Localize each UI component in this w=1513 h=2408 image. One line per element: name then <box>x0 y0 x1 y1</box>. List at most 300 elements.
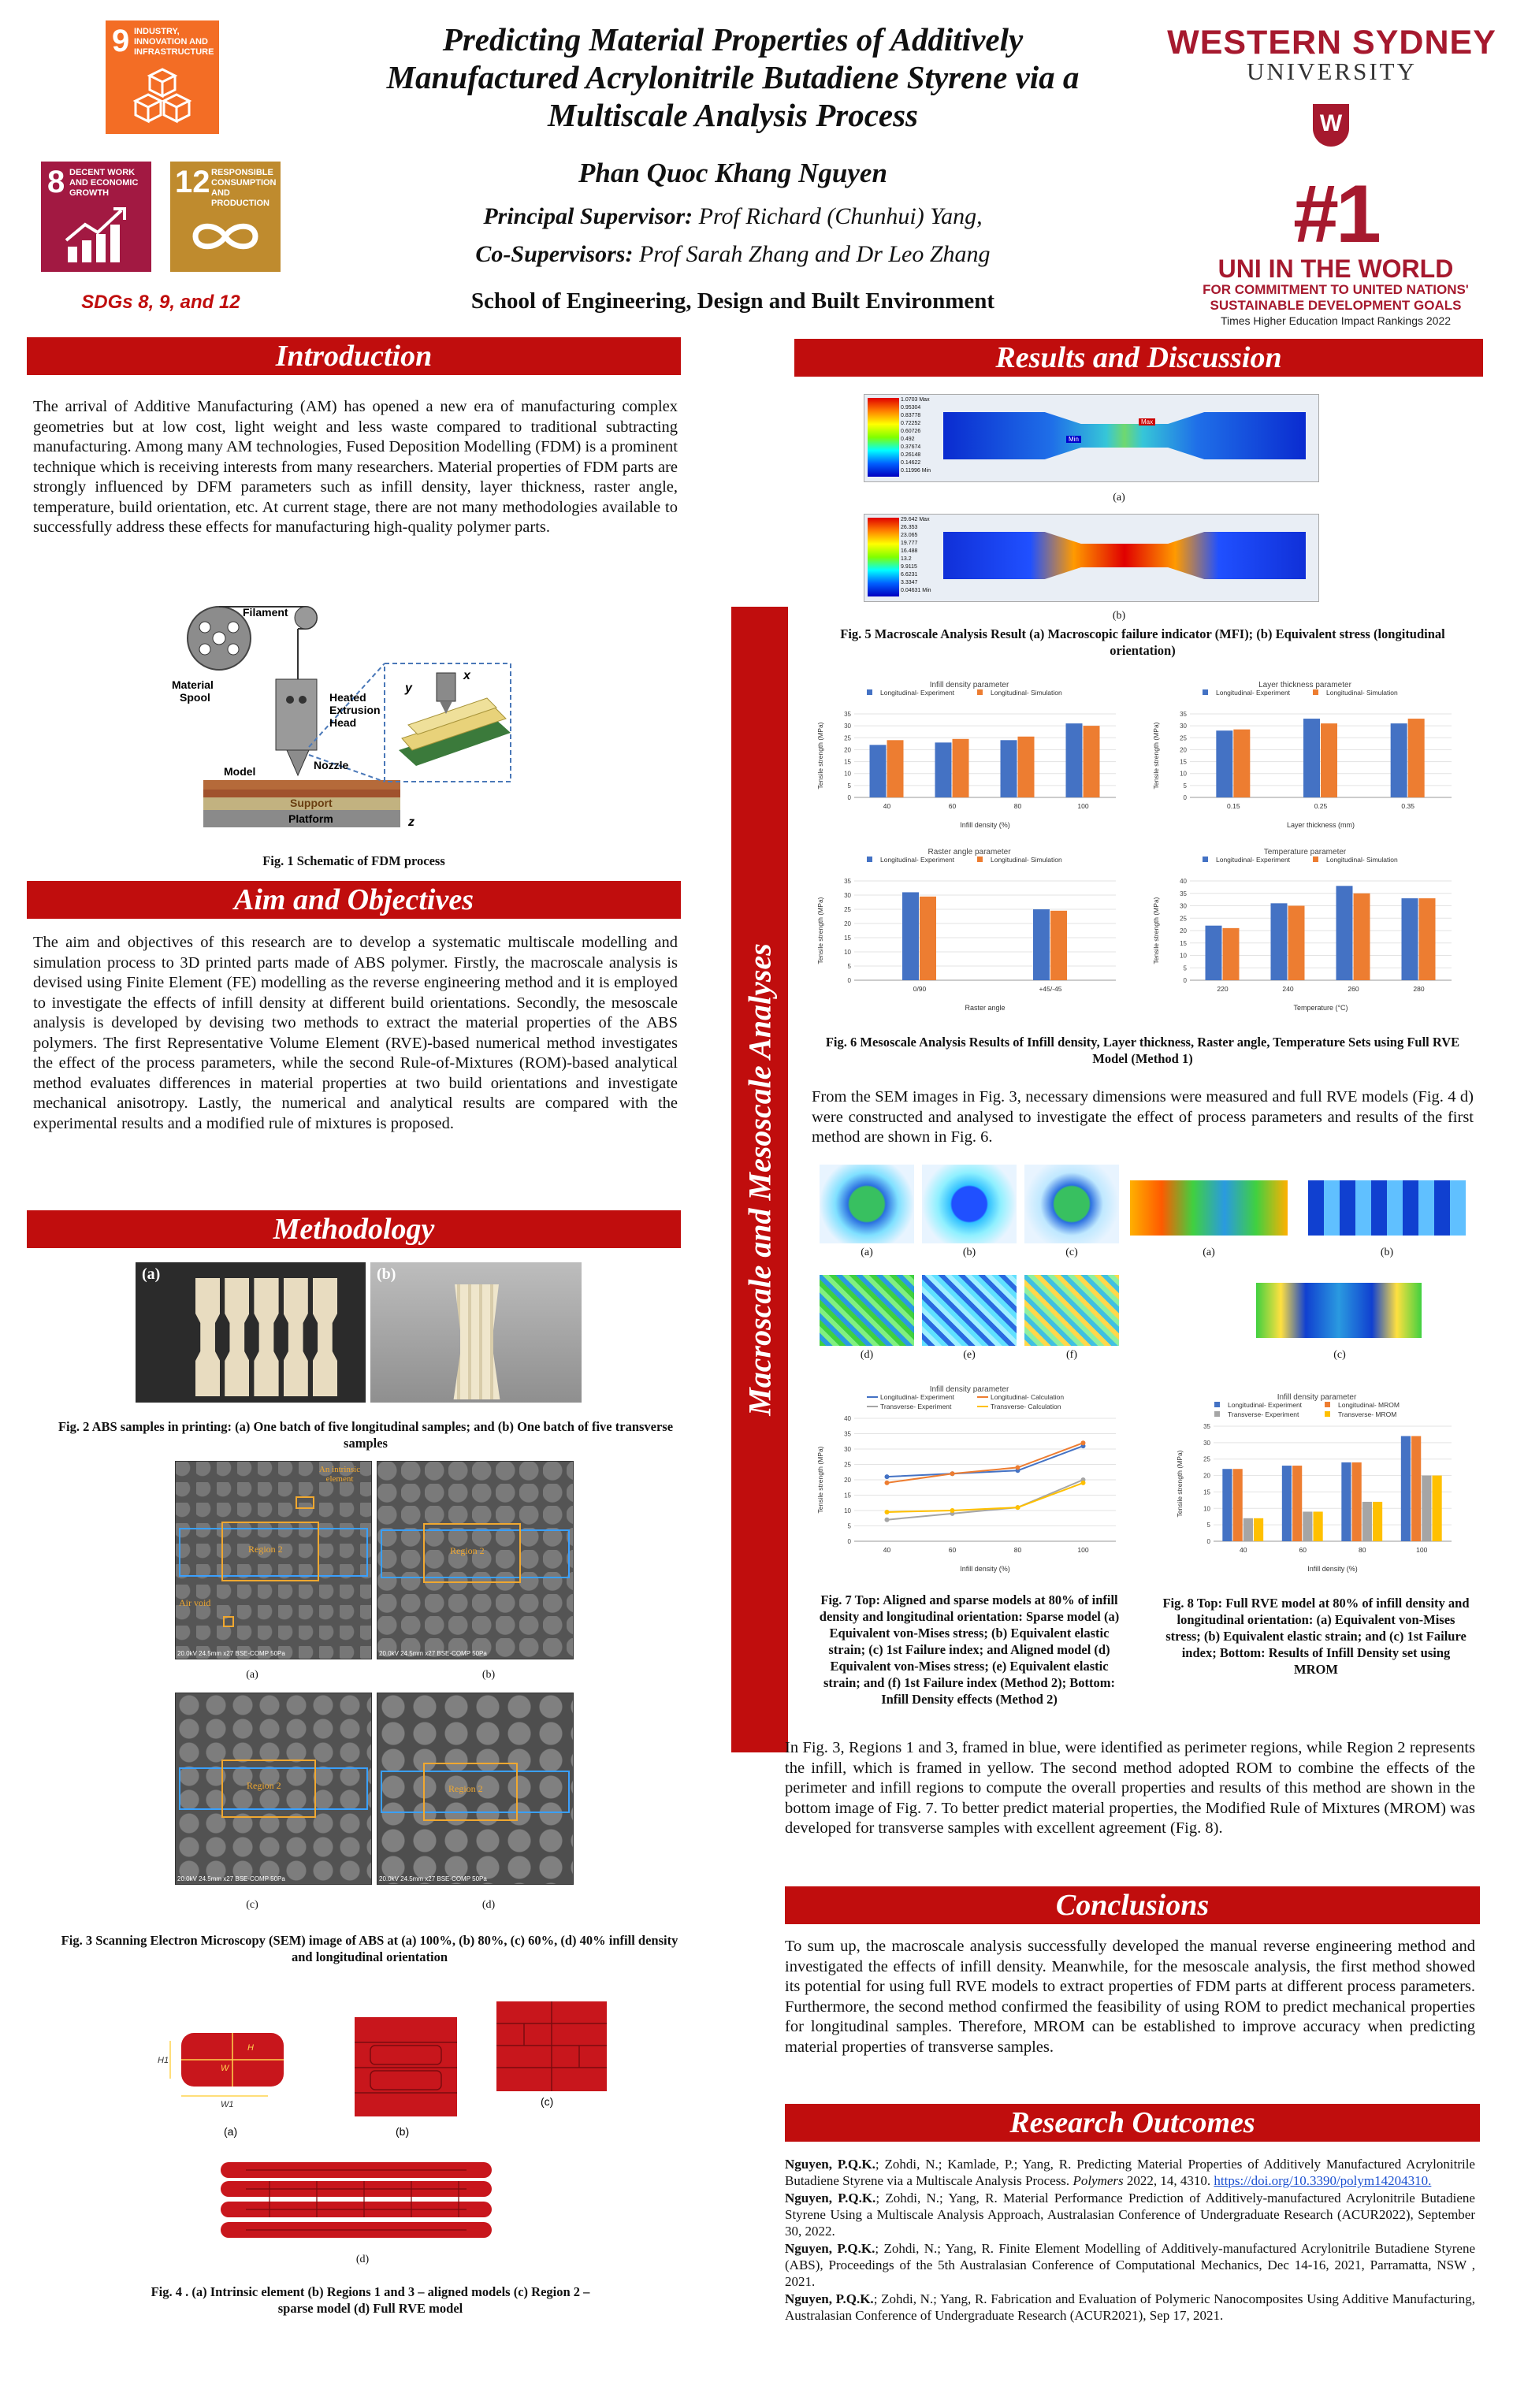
bar-0-0 <box>902 892 919 980</box>
legend-label-3: Transverse- MROM <box>1338 1410 1397 1418</box>
mfi-legend-value-3: 0.72252 <box>901 421 921 426</box>
x-tick-1: +45/-45 <box>1039 985 1062 993</box>
bar-0-3 <box>1401 1436 1411 1541</box>
x-axis-label: Raster angle <box>965 1004 1006 1012</box>
co-label: Co-Supervisors: <box>475 241 634 267</box>
outcome-1-author: Nguyen, P.Q.K. <box>785 2157 875 2172</box>
bar-3-0 <box>1254 1518 1263 1541</box>
legend-label-1: Longitudinal- MROM <box>1338 1401 1400 1409</box>
air-void-box <box>223 1616 234 1627</box>
outcome-4 <box>785 2291 1475 2324</box>
legend-swatch-1 <box>977 689 983 695</box>
y-tick-5: 5 <box>847 782 851 790</box>
legend-swatch-1 <box>977 857 983 862</box>
fig1-caption: Fig. 1 Schematic of FDM process <box>262 853 445 868</box>
x-tick-1: 240 <box>1282 985 1294 993</box>
x-tick-1: 60 <box>948 802 957 810</box>
fig4-caption <box>87 2284 654 2317</box>
chart-title: Infill density parameter <box>1277 1393 1357 1402</box>
y-tick-5: 5 <box>847 1522 851 1530</box>
mfi-legend-labels <box>901 396 931 475</box>
y-tick-30: 30 <box>1180 902 1187 910</box>
stress-legend-value-3: 19.777 <box>901 541 918 546</box>
bar-1-3 <box>1411 1436 1421 1541</box>
bar-1-0 <box>920 897 936 980</box>
school-name: School of Engineering, Design and Built Environment <box>470 288 995 314</box>
y-tick-30: 30 <box>844 892 851 899</box>
y-tick-10: 10 <box>844 1507 851 1514</box>
mfi-specimen <box>943 412 1306 459</box>
x-tick-1: 0.25 <box>1314 802 1328 810</box>
y-tick-30: 30 <box>1203 1439 1210 1447</box>
aligned-model <box>355 2017 457 2116</box>
y-tick-10: 10 <box>1180 770 1187 778</box>
bar-2-1 <box>1303 1511 1312 1541</box>
x-axis-label: Infill density (%) <box>1307 1565 1358 1573</box>
y-tick-35: 35 <box>844 711 851 718</box>
ranking-badge <box>1198 169 1474 328</box>
label-filament: Filament <box>243 606 288 619</box>
rve-strain-map <box>1308 1180 1466 1236</box>
fig3-label-a: (a) <box>246 1669 258 1681</box>
outcome-3-text: ; Zohdi, N.; Yang, R. Finite Element Modelling of Additively-manufactured Acrylonitrile Butadiene Styrene (ABS), Proceedings of the 5th Australasian Conference of Computational Mechanics, Dec 14-16, 2021, Parramatta, NSW , 2021. <box>785 2241 1475 2289</box>
fig6-caption: Fig. 6 Mesoscale Analysis Results of Infill density, Layer thickness, Raster angle, Temperature Sets using Full RVE Model (Method 1) <box>825 1035 1460 1066</box>
principal-label: Principal Supervisor: <box>483 203 693 229</box>
outcome-1 <box>785 2156 1475 2189</box>
y-tick-40: 40 <box>1180 878 1187 885</box>
poster-title <box>307 20 1158 134</box>
x-tick-0: 40 <box>883 802 891 810</box>
dim-h: H <box>247 2043 254 2053</box>
bar-3-1 <box>1313 1511 1322 1541</box>
legend-swatch-1 <box>1313 857 1318 862</box>
rve-failure-map <box>1256 1283 1422 1338</box>
y-tick-25: 25 <box>844 734 851 742</box>
fig5-label-a: (a) <box>1113 492 1125 504</box>
mfi-legend-value-8: 0.14622 <box>901 460 921 466</box>
y-tick-0: 0 <box>847 977 851 984</box>
label-model: Model <box>224 765 256 778</box>
co-names: Prof Sarah Zhang and Dr Leo Zhang <box>633 241 991 267</box>
x-tick-2: 0.35 <box>1401 802 1414 810</box>
legend-swatch-1 <box>1325 1402 1330 1407</box>
stress-legend-value-7: 6.6231 <box>901 572 918 578</box>
stress-specimen <box>943 532 1306 579</box>
sem-info-d: 20.0kV 24.5mm x27 BSE-COMP 50Pa <box>379 1875 487 1882</box>
outcome-1-volume: 2022, 14, 4310. <box>1123 2173 1211 2188</box>
y-tick-15: 15 <box>844 935 851 942</box>
x-axis-label: Infill density (%) <box>960 821 1010 829</box>
university-line-1: WESTERN SYDNEY <box>1167 24 1496 61</box>
x-tick-1: 60 <box>1299 1546 1307 1554</box>
chart-title: Layer thickness parameter <box>1258 681 1351 689</box>
y-tick-10: 10 <box>1203 1505 1210 1513</box>
rank-line: UNI IN THE WORLD <box>1217 255 1454 283</box>
sdg9-text: INDUSTRY, INNOVATION AND INFRASTRUCTURE <box>134 27 214 57</box>
co-supervisors <box>307 241 1158 268</box>
series-line-0 <box>887 1446 1084 1477</box>
fig3-label-d: (d) <box>481 1899 496 1911</box>
fig4-caption-line-1: Fig. 4 . (a) Intrinsic element (b) Regions 1 and 3 – aligned models (c) Region 2 – <box>151 2284 590 2299</box>
methodology-heading: Methodology <box>27 1210 681 1248</box>
ranking-source: Times Higher Education Impact Rankings 2022 <box>1220 314 1452 327</box>
outcome-2-text: ; Zohdi, N.; Yang, R. Material Performance Prediction of Additively-manufactured Acrylonitrile Butadiene Styrene Using a Multiscale Analysis Approach, Australasian Conference of Undergraduate Research (ACUR2022), September 30, 2022. <box>785 2191 1475 2239</box>
x-tick-0: 0/90 <box>913 985 927 993</box>
commit-line-2: SUSTAINABLE DEVELOPMENT GOALS <box>1210 298 1462 313</box>
y-tick-35: 35 <box>844 878 851 885</box>
x-tick-3: 100 <box>1077 802 1089 810</box>
mfi-max-tag: Max <box>1139 418 1155 425</box>
cubes-icon <box>131 65 194 128</box>
photo-longitudinal-samples <box>136 1262 366 1403</box>
bar-0-1 <box>1303 719 1320 797</box>
legend-swatch-0 <box>867 689 872 695</box>
legend-label-0: Longitudinal- Experiment <box>1216 856 1291 864</box>
x-axis-label: Infill density (%) <box>960 1565 1010 1573</box>
sparse-strain-map <box>922 1165 1017 1243</box>
dim-w1: W1 <box>221 2100 234 2109</box>
y-tick-10: 10 <box>844 770 851 778</box>
dogbone-samples <box>195 1278 337 1396</box>
axis-y-label: y <box>405 682 412 695</box>
fig7-label-b: (b) <box>962 1247 976 1258</box>
sparse-stress-map <box>820 1165 914 1243</box>
region2-label-c: Region 2 <box>247 1780 281 1791</box>
fig5-caption: Fig. 5 Macroscale Analysis Result (a) Macroscopic failure indicator (MFI); (b) Equivalent stress (longitudinal orientation) <box>840 626 1445 658</box>
bar-0-2 <box>1001 740 1017 797</box>
outcomes-list <box>785 2156 1475 2324</box>
x-tick-3: 280 <box>1413 985 1425 993</box>
stress-legend-labels <box>901 516 931 595</box>
bar-0-1 <box>1271 903 1288 980</box>
y-axis-label: Tensile strength (MPa) <box>816 1446 824 1514</box>
sem-image-40 <box>377 1693 574 1885</box>
bar-0-1 <box>1033 909 1050 980</box>
university-name <box>1166 24 1497 86</box>
y-tick-20: 20 <box>844 920 851 927</box>
rank-number: #1 <box>1293 169 1378 260</box>
sdg12-text: RESPONSIBLE CONSUMPTION AND PRODUCTION <box>211 168 277 208</box>
bar-1-1 <box>1050 911 1067 980</box>
sparse-failure-map <box>1024 1165 1119 1243</box>
stress-legend-value-4: 16.488 <box>901 548 918 554</box>
bar-1-1 <box>1292 1466 1302 1541</box>
fig7-label-e: (e) <box>963 1349 976 1361</box>
y-tick-25: 25 <box>1180 734 1187 742</box>
chart-method2-infill <box>812 1381 1127 1577</box>
outcome-1-journal: Polymers <box>1072 2173 1124 2188</box>
legend-swatch-3 <box>1325 1411 1330 1417</box>
y-tick-30: 30 <box>844 1446 851 1453</box>
y-tick-10: 10 <box>844 949 851 956</box>
point-3-0 <box>885 1510 890 1514</box>
infinity-icon <box>188 217 263 256</box>
chart-layer-thickness <box>1147 676 1463 834</box>
introduction-heading: Introduction <box>27 337 681 375</box>
bar-1-1 <box>1321 723 1337 797</box>
legend-label-1: Longitudinal- Simulation <box>991 856 1062 864</box>
title-line-2: Manufactured Acrylonitrile Butadiene Styrene via a <box>386 59 1080 95</box>
x-tick-2: 260 <box>1348 985 1359 993</box>
y-tick-15: 15 <box>1180 758 1187 766</box>
bar-1-0 <box>1233 1469 1243 1541</box>
y-axis-label: Tensile strength (MPa) <box>816 897 824 964</box>
y-tick-0: 0 <box>1206 1538 1210 1545</box>
vertical-banner <box>731 607 788 1752</box>
outcome-4-text: ; Zohdi, N.; Yang, R. Fabrication and Evaluation of Polymeric Nanocomposites Using Additive Manufacturing, Australasian Conference of Undergraduate Research (ACUR2021), Sep 17, 2021. <box>785 2291 1475 2323</box>
stress-contour <box>864 514 1319 602</box>
bar-0-2 <box>1336 886 1353 980</box>
legend-label-0: Longitudinal- Experiment <box>1228 1401 1303 1409</box>
outcome-4-author: Nguyen, P.Q.K. <box>785 2291 874 2306</box>
bar-1-3 <box>1419 898 1436 980</box>
point-1-1 <box>950 1471 955 1476</box>
chart-title: Infill density parameter <box>929 681 1009 689</box>
region2-label-d: Region 2 <box>448 1783 483 1794</box>
point-1-0 <box>885 1481 890 1485</box>
fig4-label-c: (c) <box>541 2095 554 2108</box>
aligned-stress-map <box>820 1275 914 1346</box>
outcome-3-author: Nguyen, P.Q.K. <box>785 2241 875 2256</box>
fig8-caption: Fig. 8 Top: Full RVE model at 80% of infill density and longitudinal orientation: (a) Equivalent von-Mises stress; (b) Equivalent elastic strain; and (c) 1st Failure index; Bottom: Results of Infill Density set using MROM <box>1162 1596 1470 1677</box>
region2-label-b: Region 2 <box>450 1545 485 1556</box>
fdm-schematic <box>172 600 526 837</box>
sdg8-number: 8 <box>47 165 65 199</box>
fig4-label-d: (d) <box>355 2254 370 2265</box>
legend-label-0: Longitudinal- Experiment <box>880 1393 955 1401</box>
aligned-failure-map <box>1024 1275 1119 1346</box>
outcome-1-doi-link[interactable]: https://doi.org/10.3390/polym14204310. <box>1214 2173 1432 2188</box>
y-axis-label: Tensile strength (MPa) <box>1152 722 1160 790</box>
label-support: Support <box>290 797 333 809</box>
fig3-caption: Fig. 3 Scanning Electron Microscopy (SEM) image of ABS at (a) 100%, (b) 80%, (c) 60%, (d) 40% infill density and longitudinal orientation <box>61 1933 678 1964</box>
y-tick-30: 30 <box>844 723 851 730</box>
y-tick-0: 0 <box>1183 794 1187 801</box>
y-tick-35: 35 <box>1180 711 1187 718</box>
label-spool: Material Spool <box>172 678 214 704</box>
y-tick-0: 0 <box>847 794 851 801</box>
mfi-legend-value-9: 0.11996 Min <box>901 468 931 474</box>
principal-supervisor <box>307 203 1158 230</box>
bar-3-2 <box>1373 1502 1382 1541</box>
bar-3-3 <box>1432 1476 1441 1541</box>
label-heated-head: Heated Extrusion Head <box>329 691 381 729</box>
university-line-2: UNIVERSITY <box>1247 58 1417 85</box>
sdg-caption: SDGs 8, 9, and 12 <box>81 292 240 313</box>
x-tick-0: 220 <box>1217 985 1229 993</box>
fig7-label-d: (d) <box>860 1349 874 1361</box>
mfi-legend-value-5: 0.492 <box>901 437 915 442</box>
crest-letter: W <box>1319 110 1343 136</box>
bar-0-3 <box>1066 723 1083 797</box>
sem-image-100 <box>175 1461 372 1659</box>
bar-2-2 <box>1362 1502 1372 1541</box>
x-tick-1: 60 <box>948 1546 957 1554</box>
fig2-label-b: (b) <box>377 1265 396 1283</box>
point-3-1 <box>950 1508 955 1513</box>
outcome-2 <box>785 2190 1475 2239</box>
introduction-text: The arrival of Additive Manufacturing (AM) has opened a new era of manufacturing complex geometries but at low cost, light weight and less waste compared to traditional subtracting manufacturing. Among many AM technologies, Fused Deposition Modelling (FDM) is a prominent technique which is receiving interests from many researchers. Material properties of FDM parts are strongly influenced by DFM parameters such as infill density, layer thickness, raster angle, temperature, build orientation, etc. At current stage, there are not many methodologies available to successfully address these effects for manufacturing high-quality polymer parts. <box>33 398 678 536</box>
legend-label-0: Longitudinal- Experiment <box>880 689 955 697</box>
legend-label-2: Transverse- Experiment <box>880 1403 952 1410</box>
stress-legend-value-5: 13.2 <box>901 556 912 562</box>
fig7-label-c: (c) <box>1065 1247 1078 1258</box>
commit-line-1: FOR COMMITMENT TO UNITED NATIONS' <box>1203 282 1469 297</box>
x-tick-0: 40 <box>883 1546 891 1554</box>
bar-1-0 <box>1233 730 1250 797</box>
y-tick-30: 30 <box>1180 723 1187 730</box>
fig2-caption: Fig. 2 ABS samples in printing: (a) One batch of five longitudinal samples; and (b) One batch of five transverse samples <box>58 1419 674 1451</box>
mfi-min-tag: Min <box>1066 436 1081 443</box>
aligned-strain-map <box>922 1275 1017 1346</box>
y-tick-5: 5 <box>1183 782 1187 790</box>
legend-label-2: Transverse- Experiment <box>1228 1410 1299 1418</box>
conclusions-text: To sum up, the macroscale analysis successfully developed the manual reverse engineering method and investigated the effects of infill density. Meanwhile, for the mesoscale analysis, the first method showed its potential for using full RVE models to extract properties of FDM parts at different process parameters. Furthermore, the second method confirmed the feasibility of using ROM to predict mechanical properties for longitudinal samples. Therefore, MROM can be established to improve accuracy when predicting material properties of transverse samples. <box>785 1938 1475 2056</box>
mfi-legend-value-7: 0.26148 <box>901 452 921 458</box>
y-tick-20: 20 <box>844 746 851 754</box>
mfi-contour <box>864 394 1319 482</box>
label-platform: Platform <box>288 812 333 825</box>
fig7-label-a: (a) <box>861 1247 873 1258</box>
results-heading: Results and Discussion <box>794 339 1483 377</box>
stress-legend-value-2: 23.065 <box>901 533 918 538</box>
stress-legend-value-9: 0.04631 Min <box>901 588 931 593</box>
y-axis-label: Tensile strength (MPa) <box>1152 897 1160 964</box>
sem-image-80 <box>377 1461 574 1659</box>
intrinsic-element-box <box>296 1496 314 1509</box>
dim-h1: H1 <box>158 2056 169 2065</box>
bar-0-3 <box>1402 898 1418 980</box>
sdg8-text: DECENT WORK AND ECONOMIC GROWTH <box>69 168 139 198</box>
fig2-label-a: (a) <box>142 1265 161 1283</box>
y-tick-5: 5 <box>1183 964 1187 972</box>
y-tick-25: 25 <box>1203 1455 1210 1463</box>
conclusions-heading: Conclusions <box>785 1886 1480 1924</box>
sdg9-tile <box>106 20 219 134</box>
fig7-label-f: (f) <box>1066 1349 1077 1361</box>
legend-label-1: Longitudinal- Simulation <box>1326 856 1398 864</box>
legend-swatch-0 <box>867 857 872 862</box>
y-tick-15: 15 <box>844 758 851 766</box>
point-0-0 <box>885 1474 890 1479</box>
legend-label-1: Longitudinal- Simulation <box>991 689 1062 697</box>
university-crest <box>1313 104 1349 147</box>
mfi-legend-value-4: 0.60726 <box>901 429 921 434</box>
stress-legend <box>868 518 899 596</box>
aim-text: The aim and objectives of this research are to develop a systematic multiscale modelling and simulation process to 3D printed parts made of ABS polymer. Firstly, the macroscale analysis is devised using Finite Element (FE) modelling as the reverse engineering method and it is employed to investigate the effects of infill density at different build orientations. Secondly, the mesoscale analysis is developed by devising two methods to extract the material properties of the ABS polymers. The first Representative Volume Element (RVE)-based numerical method investigates the effect of the process parameters, while the second Rule-of-Mixtures (ROM)-based analytical method evaluates differences in material properties at two build orientations and investigate mechanical anisotropy. Lastly, the numerical and analytical results are compared with the experimental results and a modified rule of mixtures is proposed. <box>33 934 678 1132</box>
legend-label-1: Longitudinal- Simulation <box>1326 689 1398 697</box>
y-axis-label: Tensile strength (MPa) <box>1176 1450 1184 1518</box>
mfi-legend-value-2: 0.83778 <box>901 413 921 418</box>
x-axis-label: Layer thickness (mm) <box>1286 821 1355 829</box>
bar-0-1 <box>1282 1466 1292 1541</box>
fig5-label-b: (b) <box>1112 610 1126 622</box>
y-tick-10: 10 <box>1180 952 1187 960</box>
chart-infill-density <box>812 676 1127 834</box>
stress-legend-value-0: 29.642 Max <box>901 517 930 522</box>
y-tick-0: 0 <box>1183 977 1187 984</box>
vertical-banner-text: Macroscale and Mesoscale Analyses <box>742 943 778 1416</box>
fig4-drawings <box>142 1986 630 2143</box>
bar-2-3 <box>1422 1476 1431 1541</box>
x-tick-3: 100 <box>1077 1546 1089 1554</box>
outcome-1-text: ; Zohdi, N.; Kamlade, P.; Yang, R. Predicting Material Properties of Additively Manufactured Acrylonitrile Butadiene Styrene via a Multiscale Analysis Process. <box>785 2157 1475 2188</box>
fig3-label-c: (c) <box>246 1899 258 1911</box>
fig8-label-b: (b) <box>1380 1247 1394 1258</box>
bar-0-0 <box>870 745 887 797</box>
stress-legend-value-6: 9.9115 <box>901 564 917 570</box>
x-tick-0: 0.15 <box>1227 802 1240 810</box>
mfi-legend-value-1: 0.95304 <box>901 405 921 411</box>
axis-x-label: x <box>463 669 470 682</box>
x-tick-0: 40 <box>1240 1546 1247 1554</box>
bar-0-0 <box>1206 926 1222 980</box>
chart-title: Raster angle parameter <box>928 848 1011 857</box>
series-line-3 <box>887 1483 1084 1512</box>
y-tick-35: 35 <box>1203 1423 1210 1430</box>
sdg9-number: 9 <box>112 24 130 58</box>
fig8-label-a: (a) <box>1203 1247 1215 1258</box>
y-tick-5: 5 <box>847 963 851 970</box>
fig7-caption: Fig. 7 Top: Aligned and sparse models at 80% of infill density and longitudinal orientation: Sparse model (a) Equivalent von-Mises stress; (b) Equivalent elastic strain; (c) 1st Failure index; and Aligned model (d) Equivalent von-Mises stress; (e) Equivalent elastic strain; and (f) 1st Failure index (Method 2); Bottom: Infill Density effects (Method 2) <box>819 1592 1120 1707</box>
sparse-model <box>496 2001 607 2091</box>
fig4-caption-line-2: sparse model (d) Full RVE model <box>277 2301 463 2316</box>
mfi-legend <box>868 398 899 477</box>
y-tick-20: 20 <box>1203 1472 1210 1480</box>
fig8-thumbnails <box>1130 1165 1474 1369</box>
y-tick-20: 20 <box>844 1477 851 1484</box>
title-line-1: Predicting Material Properties of Additively <box>442 21 1024 58</box>
bar-1-2 <box>1352 1462 1362 1541</box>
y-tick-25: 25 <box>844 1461 851 1469</box>
legend-swatch-0 <box>1214 1402 1220 1407</box>
results-text: In Fig. 3, Regions 1 and 3, framed in blue, were identified as perimeter regions, while Region 2 represents the infill, which is framed in yellow. The second method adopted ROM to combine the effects of the perimeter and infill regions to compute the overall properties and results of this method are shown in the bottom image of Fig. 7. To better predict material properties, the Modified Rule of Mixtures (MROM) was developed for transverse samples with excellent agreement (Fig. 8). <box>785 1739 1475 1837</box>
chart-mrom-infill <box>1171 1388 1463 1577</box>
point-1-3 <box>1081 1440 1086 1445</box>
chart-raster-angle <box>812 843 1127 1016</box>
x-tick-2: 80 <box>1013 1546 1022 1554</box>
photo-transverse-samples <box>370 1262 582 1403</box>
fig3-label-b: (b) <box>481 1669 496 1681</box>
y-axis-label: Tensile strength (MPa) <box>816 722 824 790</box>
full-rve-model <box>214 2157 498 2243</box>
bar-0-1 <box>935 742 952 797</box>
sem-info-a: 20.0kV 24.5mm x27 BSE-COMP 50Pa <box>177 1650 285 1657</box>
y-tick-15: 15 <box>1203 1488 1210 1496</box>
series-line-2 <box>887 1480 1084 1520</box>
y-tick-35: 35 <box>1180 890 1187 897</box>
outcomes-heading: Research Outcomes <box>785 2104 1480 2142</box>
point-1-2 <box>1016 1465 1020 1470</box>
title-line-3: Multiscale Analysis Process <box>548 97 918 133</box>
legend-swatch-0 <box>1203 689 1208 695</box>
x-tick-2: 80 <box>1013 802 1022 810</box>
legend-label-0: Longitudinal- Experiment <box>880 856 955 864</box>
fig4-label-a: (a) <box>224 2125 238 2138</box>
intrinsic-label: An intrinsic element <box>318 1465 361 1484</box>
air-void-label: Air void <box>179 1597 211 1608</box>
point-3-2 <box>1016 1505 1020 1510</box>
stress-legend-value-1: 26.353 <box>901 525 918 530</box>
bar-0-0 <box>1222 1469 1232 1541</box>
bar-2-0 <box>1243 1518 1253 1541</box>
chart-title: Infill density parameter <box>929 1385 1009 1394</box>
chart-temperature <box>1147 843 1463 1016</box>
y-tick-25: 25 <box>1180 915 1187 923</box>
standing-samples <box>449 1284 504 1399</box>
y-tick-15: 15 <box>844 1492 851 1499</box>
mfi-legend-value-6: 0.37674 <box>901 444 921 450</box>
